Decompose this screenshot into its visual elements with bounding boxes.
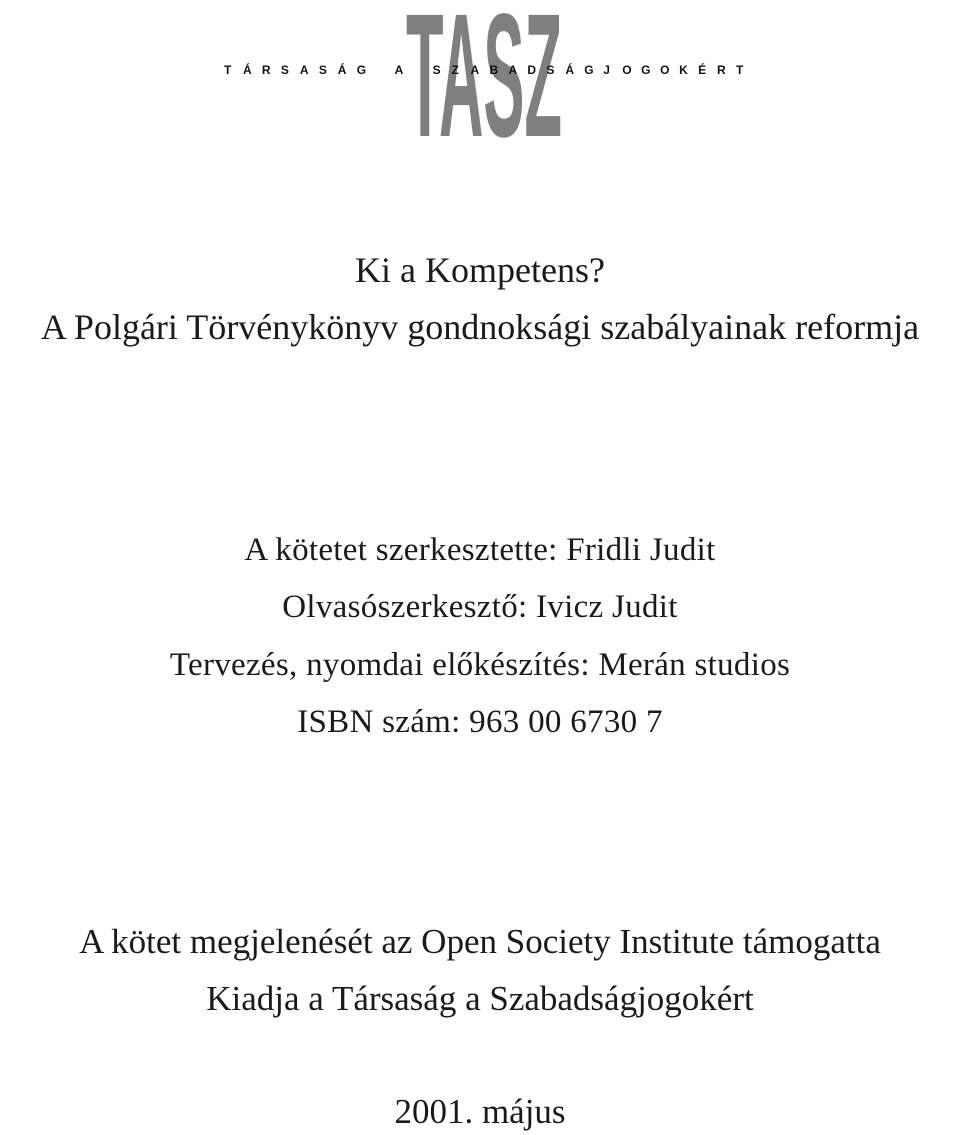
organization-letter: B bbox=[489, 63, 499, 77]
organization-letter: Z bbox=[451, 63, 459, 77]
isbn-line: ISBN szám: 963 00 6730 7 bbox=[297, 704, 663, 740]
tasz-logo-text: TASZ bbox=[406, 4, 562, 140]
organization-letter: D bbox=[527, 63, 537, 77]
publication-date: 2001. május bbox=[394, 1092, 566, 1131]
organization-name bbox=[224, 63, 744, 83]
organization-letter: S bbox=[280, 63, 289, 77]
organization-letter: O bbox=[622, 63, 632, 77]
organization-letter: T bbox=[224, 63, 232, 77]
organization-letter: S bbox=[318, 63, 327, 77]
publisher-line: Kiadja a Társaság a Szabadságjogokért bbox=[206, 979, 754, 1018]
book-subtitle: A Polgári Törvénykönyv gondnoksági szabályainak reformja bbox=[40, 307, 920, 347]
reader-credit: Olvasószerkesztő: Ivicz Judit bbox=[282, 589, 678, 625]
book-title: Ki a Kompetens? bbox=[355, 250, 605, 290]
organization-letter: A bbox=[394, 63, 404, 77]
organization-letter: A bbox=[508, 63, 518, 77]
sponsor-line: A kötet megjelenését az Open Society Institute támogatta bbox=[79, 922, 881, 961]
organization-letter: A bbox=[299, 63, 309, 77]
organization-letter: K bbox=[679, 63, 688, 77]
design-credit: Tervezés, nyomdai előkészítés: Merán studios bbox=[169, 647, 791, 683]
organization-letter: R bbox=[717, 63, 726, 77]
organization-letter: J bbox=[603, 63, 610, 77]
organization-letter: G bbox=[584, 63, 594, 77]
organization-letter: T bbox=[736, 63, 744, 77]
organization-letter: Á bbox=[242, 63, 252, 77]
organization-letter: S bbox=[546, 63, 555, 77]
organization-letter: Á bbox=[337, 63, 347, 77]
organization-letter: G bbox=[641, 63, 651, 77]
organization-letter: A bbox=[470, 63, 480, 77]
organization-letter: Á bbox=[565, 63, 574, 77]
organization-letter: É bbox=[698, 63, 707, 77]
editor-credit: A kötetet szerkesztette: Fridli Judit bbox=[244, 532, 716, 568]
organization-letter: G bbox=[356, 63, 367, 77]
organization-letter: R bbox=[261, 63, 271, 77]
organization-letter: O bbox=[660, 63, 670, 77]
organization-letter: S bbox=[432, 63, 441, 77]
